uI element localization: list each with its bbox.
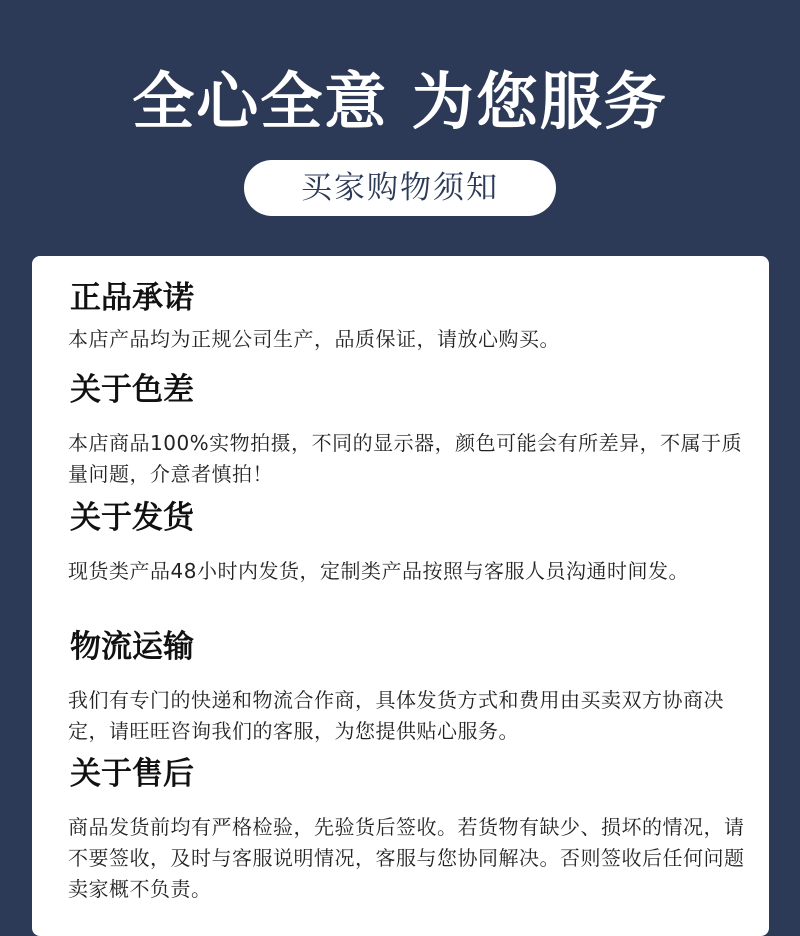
section-heading: 物流运输: [68, 627, 198, 667]
subtitle-badge: 买家购物须知: [244, 160, 556, 216]
section-text: 商品发货前均有严格检验，先验货后签收。若货物有缺少、损坏的情况，请不要签收，及时与客服说明情况，客服与您协同解决。否则签收后任何问题卖家概不负责。: [68, 815, 745, 901]
section-heading: 关于售后: [68, 754, 198, 794]
section-shipping: [68, 498, 748, 587]
section-after-sales: [68, 754, 748, 905]
section-heading: 关于色差: [68, 370, 198, 410]
section-heading: 正品承诺: [68, 278, 198, 318]
section-genuine: [68, 278, 748, 355]
section-text: 我们有专门的快递和物流合作商，具体发货方式和费用由买卖双方协商决定，请旺旺咨询我们的客服，为您提供贴心服务。: [68, 688, 724, 743]
section-logistics: [68, 627, 748, 747]
section-text: 本店产品均为正规公司生产，品质保证，请放心购买。: [68, 327, 560, 351]
notice-card: [32, 256, 769, 936]
section-text: 本店商品100%实物拍摄，不同的显示器，颜色可能会有所差异，不属于质量问题，介意者慎拍！: [68, 431, 743, 486]
page-title: 全心全意 为您服务: [132, 65, 668, 138]
section-heading: 关于发货: [68, 498, 198, 538]
section-text: 现货类产品48小时内发货，定制类产品按照与客服人员沟通时间发。: [68, 559, 689, 583]
section-color-difference: [68, 370, 748, 490]
